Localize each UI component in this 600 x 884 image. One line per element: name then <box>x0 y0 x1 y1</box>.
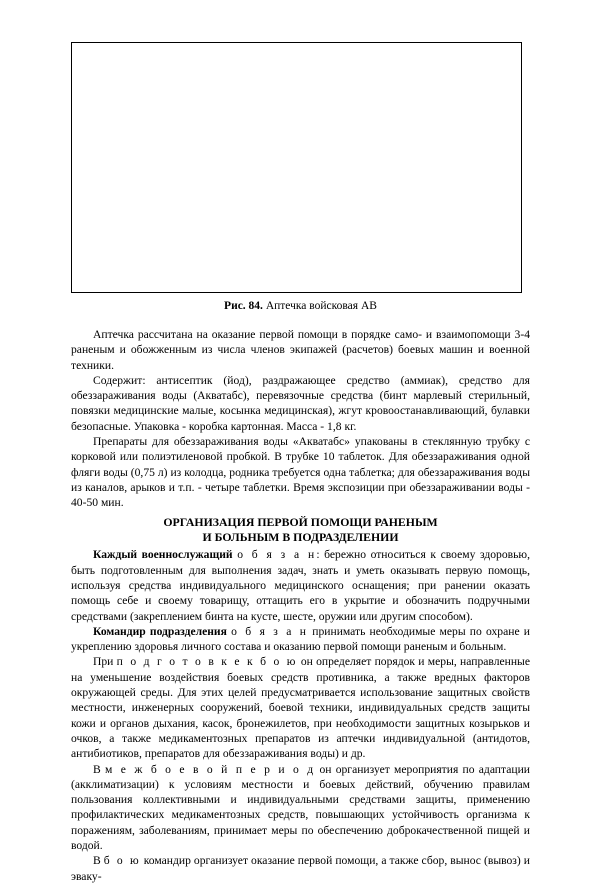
section-heading-line-2: И БОЛЬНЫМ В ПОДРАЗДЕЛЕНИИ <box>202 529 399 544</box>
figure-image-placeholder <box>71 42 522 293</box>
paragraph-voennosluzhashchiy <box>71 547 530 623</box>
spaced-word-obyazan-2: о б я з а н <box>231 624 309 638</box>
paragraph-mezhboevoy <box>71 762 530 854</box>
paragraph-vboyu <box>71 853 530 884</box>
spaced-phrase-podgotovka-k-boyu: п о д г о т о в к е к б о ю <box>116 655 298 669</box>
paragraph-vboyu-rest: командир организует оказание первой помощи, а также сбор, вынос (вывоз) и эваку- <box>71 854 530 883</box>
paragraph-mezhboevoy-rest: он организует мероприятия по адаптации (акклиматизации) к условиям местности и боевых действий, обучению правилам пользования коллективными и индивидуальными средствами защиты, применению профилактических медикаментозных средств, повышающих устойчивость организма к поражениям, заболеваниям, принимает меры по обеспечению доброкачественной пищей и водой. <box>71 762 530 853</box>
paragraph-akvatabs: Препараты для обеззараживания воды «Акватабс» упакованы в стеклянную трубку с корковой или полиэтиленовой пробкой. В трубке 10 таблеток. Для обеззараживания одной фляги воды (0,75 л) из колодца, родника требуется одна таблетка; для обеззараживания воды из каналов, арыков и т.п. - четыре таблетки. Время экспозиции при обеззараживании воды - 40-50 мин. <box>71 435 530 510</box>
spaced-phrase-mezhboevoy-period: м е ж б о е в о й п е р и о д <box>104 762 316 776</box>
spaced-word-obyazan-1: о б я з а н <box>237 548 317 562</box>
paragraph-komandir <box>71 624 530 655</box>
lead-bold-voennosluzhashchiy: Каждый военнослужащий <box>93 548 233 562</box>
body-text-block <box>71 327 530 884</box>
lead-plain-vboyu: В <box>93 854 104 868</box>
paragraph-aptechka-purpose: Аптечка рассчитана на оказание первой помощи в порядке само- и взаимопомощи 3-4 раненым и обожженным из числа членов экипажей (расчетов) боевых машин и военной техники. <box>71 328 530 372</box>
paragraph-voennosluzhashchiy-rest: : бережно относиться к своему здоровью, быть подготовленным для выполнения задач, знать и уметь оказывать первую помощь, используя средства индивидуального медицинского оснащения; при ранении оказать помощь себе и своему товарищу, оттащить его в укрытие и обозначить подручными средствами (закреплением бинта на кусте, шесте, оружии или другим способом). <box>71 548 530 623</box>
figure-caption-number: Рис. 84. <box>224 300 263 312</box>
paragraph-podgotovka <box>71 654 530 761</box>
paragraph-komandir-rest: принимать необходимые меры по охране и укреплению здоровья личного состава и оказанию первой помощи раненым и больным. <box>71 624 530 654</box>
section-heading <box>71 515 530 546</box>
lead-bold-komandir: Командир подразделения <box>93 624 227 638</box>
lead-plain-podgotovka: При <box>93 655 117 669</box>
spaced-phrase-vboyu: б о ю <box>103 854 141 868</box>
paragraph-soderzhit: Содержит: антисептик (йод), раздражающее средство (аммиак), средство для обеззараживания воды (Акватабс), перевязочные средства (бинт марлевый стерильный, повязки медицинские малые, косынка медицинская), жгут кровоостанавливающий, булавки безопасные. Упаковка - коробка картонная. Масса - 1,8 кг. <box>71 373 530 433</box>
figure-caption <box>71 299 530 313</box>
section-heading-line-1: ОРГАНИЗАЦИЯ ПЕРВОЙ ПОМОЩИ РАНЕНЫМ <box>163 514 438 529</box>
lead-plain-mezhboevoy: В <box>93 762 105 776</box>
figure-caption-text: Аптечка войсковая АВ <box>262 300 377 312</box>
paragraph-podgotovka-rest: он определяет порядок и меры, направленные на уменьшение воздействия боевых средств противника, а также вредных факторов окружающей среды. Для этих целей предусматривается использование защитных свойств местности, инженерных сооружений, боевой техники, индивидуальных средств защиты кожи и органов дыхания, касок, бронежилетов, при необходимости защитных козырьков и очков, а также медикаментозных препаратов из аптечки индивидуальной (антидотов, антибиотиков, препаратов для обеззараживания воды) и др. <box>71 655 530 761</box>
